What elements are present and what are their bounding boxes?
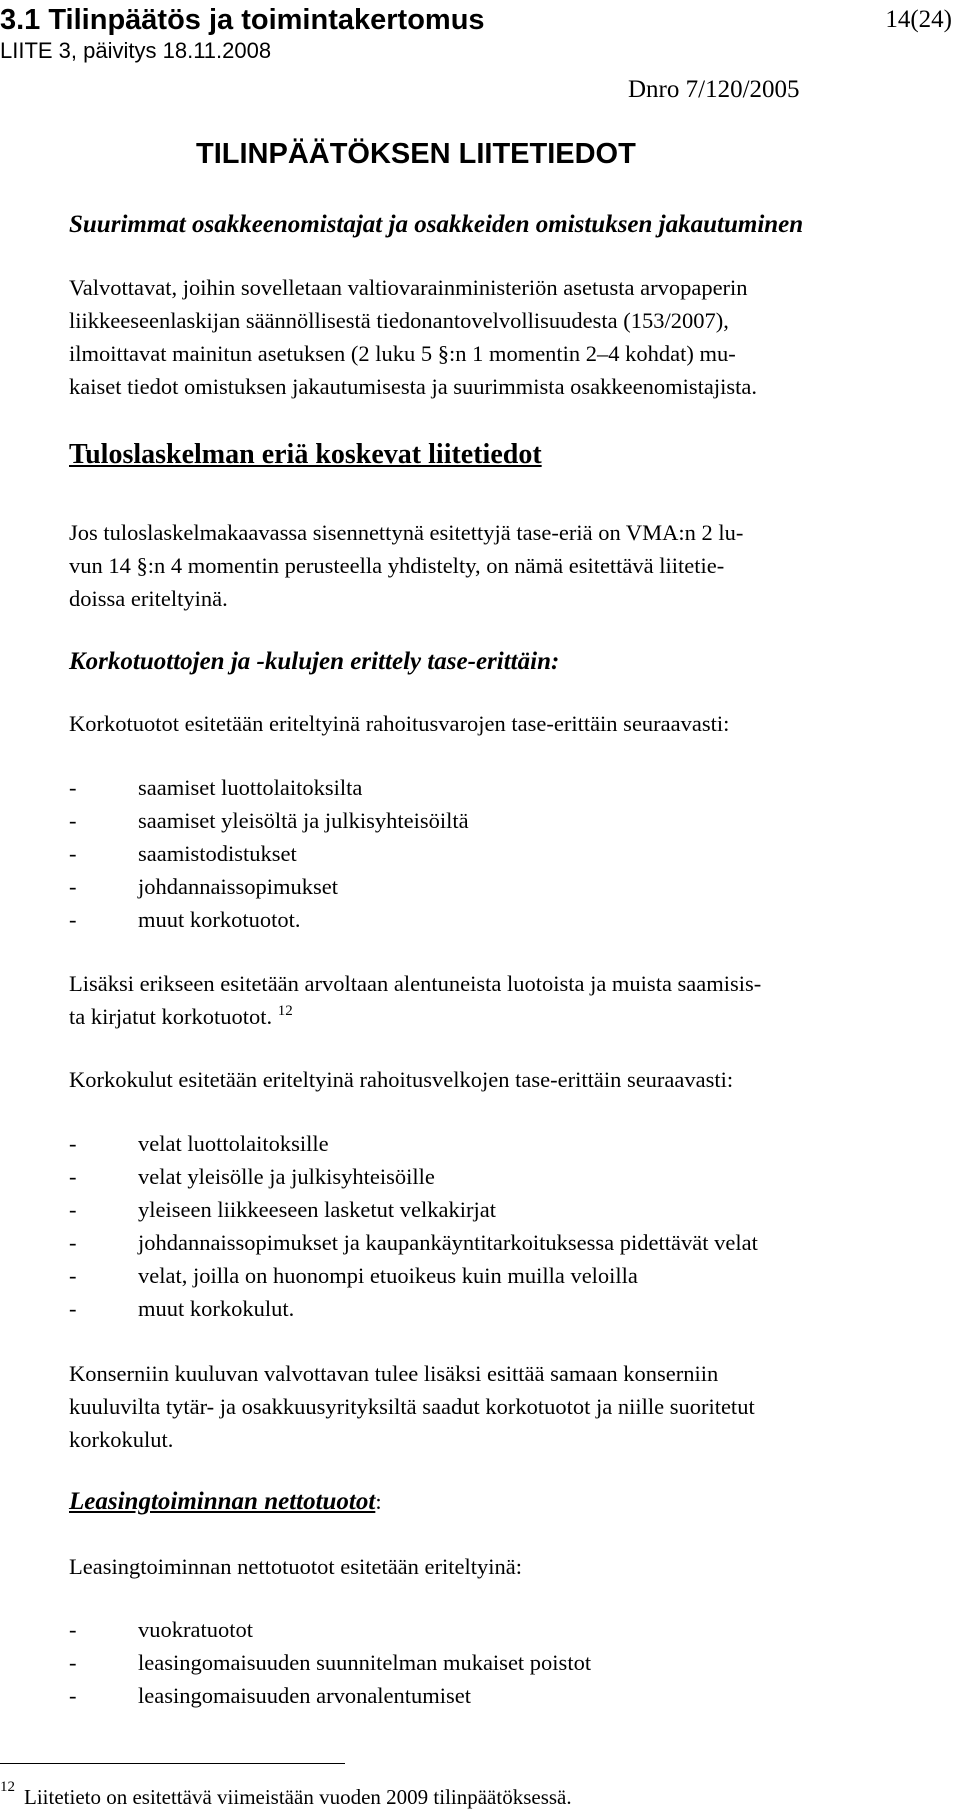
page-number: 14(24)	[885, 6, 952, 33]
list-dash: -	[69, 907, 77, 932]
list-dash: -	[69, 1230, 77, 1255]
list-item: velat luottolaitoksille	[138, 1131, 329, 1156]
list-item: johdannaissopimukset	[138, 874, 338, 899]
list-item: vuokratuotot	[138, 1617, 253, 1642]
group-note-line: kuuluvilta tytär- ja osakkuusyrityksiltä saadut korkotuotot ja niille suoritetut	[69, 1394, 755, 1419]
document-title: TILINPÄÄTÖKSEN LIITETIEDOT	[196, 138, 636, 170]
footnote-reference: 12	[277, 1003, 293, 1019]
list-dash: -	[69, 808, 77, 833]
leasing-heading-text: Leasingtoiminnan nettotuotot	[69, 1488, 376, 1515]
interest-expense-intro: Korkokulut esitetään eriteltyinä rahoitusvelkojen tase-erittäin seuraavasti:	[69, 1067, 734, 1092]
section2-line: Jos tuloslaskelmakaavassa sisennettynä esitettyjä tase-eriä on VMA:n 2 lu-	[69, 520, 744, 545]
section1-line: ilmoittavat mainitun asetuksen (2 luku 5 §:n 1 momentin 2–4 kohdat) mu-	[69, 341, 736, 366]
list-item: johdannaissopimukset ja kaupankäyntitarkoituksessa pidettävät velat	[138, 1230, 758, 1255]
list-item: velat, joilla on huonompi etuoikeus kuin muilla veloilla	[138, 1263, 638, 1288]
list-item: saamistodistukset	[138, 841, 297, 866]
list-item: leasingomaisuuden suunnitelman mukaiset poistot	[138, 1650, 592, 1675]
list-dash: -	[69, 1164, 77, 1189]
document-number: Dnro 7/120/2005	[628, 76, 800, 103]
list-dash: -	[69, 841, 77, 866]
list-dash: -	[69, 874, 77, 899]
footnote-text: Liitetieto on esitettävä viimeistään vuoden 2009 tilinpäätöksessä.	[24, 1785, 572, 1809]
list-item: muut korkotuotot.	[138, 907, 301, 932]
section-heading-leasing	[69, 1488, 382, 1516]
leasing-heading-colon: :	[375, 1489, 382, 1514]
list-dash: -	[69, 1197, 77, 1222]
section2-line: vun 14 §:n 4 momentin perusteella yhdistelty, on nämä esitettävä liitetie-	[69, 553, 725, 578]
section2-line: doissa eriteltyinä.	[69, 586, 228, 611]
footnote-separator	[0, 1763, 345, 1764]
section1-line: liikkeeseenlaskijan säännöllisestä tiedonantovelvollisuudesta (153/2007),	[69, 308, 729, 333]
list-dash: -	[69, 1131, 77, 1156]
impaired-loans-note-line: Lisäksi erikseen esitetään arvoltaan alentuneista luotoista ja muista saamisis-	[69, 971, 762, 996]
list-item: muut korkokulut.	[138, 1296, 295, 1321]
list-dash: -	[69, 1296, 77, 1321]
impaired-loans-note-line	[69, 1003, 293, 1031]
list-dash: -	[69, 1617, 77, 1642]
list-dash: -	[69, 1650, 77, 1675]
list-item: velat yleisölle ja julkisyhteisöille	[138, 1164, 435, 1189]
list-item: saamiset yleisöltä ja julkisyhteisöiltä	[138, 808, 469, 833]
group-note-line: Konserniin kuuluvan valvottavan tulee lisäksi esittää samaan konserniin	[69, 1361, 719, 1386]
section-heading-income-statement: Tuloslaskelman eriä koskevat liitetiedot	[69, 439, 542, 470]
section-heading-shareholders: Suurimmat osakkeenomistajat ja osakkeiden omistuksen jakautuminen	[69, 211, 804, 238]
header-title: 3.1 Tilinpäätös ja toimintakertomus	[0, 4, 485, 36]
list-item: saamiset luottolaitoksilta	[138, 775, 363, 800]
leasing-intro: Leasingtoiminnan nettotuotot esitetään eriteltyinä:	[69, 1554, 522, 1579]
section-heading-interest: Korkotuottojen ja -kulujen erittely tase-erittäin:	[69, 648, 560, 675]
list-dash: -	[69, 775, 77, 800]
group-note-line: korkokulut.	[69, 1427, 174, 1452]
list-item: yleiseen liikkeeseen lasketut velkakirjat	[138, 1197, 496, 1222]
interest-income-intro: Korkotuotot esitetään eriteltyinä rahoitusvarojen tase-erittäin seuraavasti:	[69, 711, 730, 736]
list-item: leasingomaisuuden arvonalentumiset	[138, 1683, 472, 1708]
footnote-mark: 12	[0, 1779, 15, 1795]
impaired-loans-note-text: ta kirjatut korkotuotot.	[69, 1004, 273, 1029]
header-subtitle: LIITE 3, päivitys 18.11.2008	[0, 38, 272, 63]
list-dash: -	[69, 1263, 77, 1288]
section1-line: kaiset tiedot omistuksen jakautumisesta ja suurimmista osakkeenomistajista.	[69, 374, 758, 399]
section1-line: Valvottavat, joihin sovelletaan valtiovarainministeriön asetusta arvopaperin	[69, 275, 748, 300]
list-dash: -	[69, 1683, 77, 1708]
